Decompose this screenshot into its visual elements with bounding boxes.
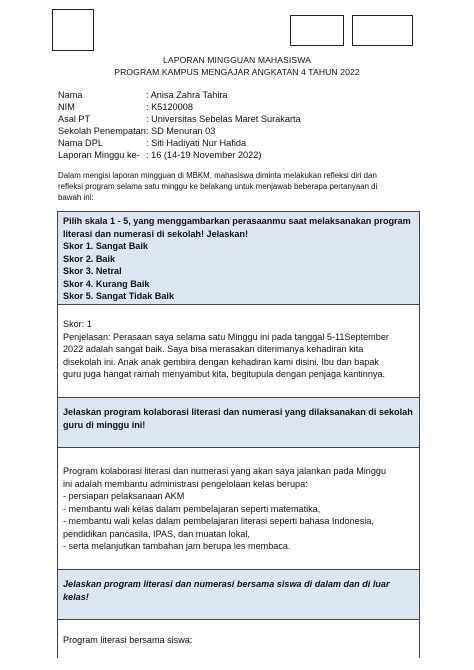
answer-text: - membantu wali kelas dalam pembelajaran seperti matematika, [63,503,321,514]
question-text: guru di minggu ini! [63,419,146,430]
scale-option: Skor 2. Baik [63,253,116,264]
intro-line: Dalam mengisi laporan mingguan di MBKM, mahasiswa diminta melakukan refleksi diri dan [58,171,377,180]
question-3-cell [58,570,420,620]
answer-text: - persiapan pelaksanaan AKM [63,491,185,501]
intro-line: bawah ini: [58,193,94,202]
identity-label: NIM [58,102,75,112]
answer-text: Program kolaborasi literasi dan numerasi yang akan saya jalankan pada Minggu [63,466,387,476]
identity-row-minggu [58,149,261,162]
report-title-line2: PROGRAM KAMPUS MENGAJAR ANGKATAN 4 TAHUN 2022 [114,67,360,77]
identity-value: : Universitas Sebelas Maret Surakarta [146,114,301,124]
intro-paragraph [58,170,420,203]
answer-text: ini adalah membantu administrasi pengelolaan kelas berupa: [63,478,308,489]
answer-text: disekolah ini. Anak anak gembira dengan kehadiran kami disini. Ibu dan bapak [63,356,379,367]
question-text: Jelaskan program literasi dan numerasi bersama siswa di dalam dan di luar [63,579,390,589]
answer-2-cell [58,448,420,570]
answer-3-cell [58,620,420,659]
identity-label: Sekolah Penempatan [58,126,146,136]
identity-label: Laporan Minggu ke- [58,150,140,160]
answer-text: 2022 adalah sangat baik. Saya bisa merasakan diterimanya kehadiran kita [63,344,364,354]
identity-value: : 16 (14-19 November 2022) [146,150,262,160]
logo-box-right-2 [352,15,413,46]
scale-option: Skor 4. Kurang Baik [63,278,150,289]
scale-option: Skor 3. Netral [63,266,122,276]
logo-box-right-1 [290,15,344,46]
question-2-cell [58,398,420,448]
identity-label: Asal PT [58,114,91,124]
report-title-line1: LAPORAN MINGGUAN MAHASISWA [163,55,311,65]
question-1-cell [58,212,420,305]
question-text: Pilih skala 1 - 5, yang menggambarkan perasaanmu saat melaksanakan program [63,216,411,226]
answer-text: Penjelasan: Perasaan saya selama satu Minggu ini pada tanggal 5-11September [63,331,389,342]
answer-text: pendidikan pancasila, IPAS, dan muatan lokal, [63,528,250,539]
intro-line: refleksi program selama satu minggu ke belakang untuk menjawab beberapa pertanyaan di [58,182,378,191]
identity-value: : SD Menuran 03 [145,126,216,136]
identity-label: Nama DPL [58,138,103,148]
answer-text: Program literasi bersama siswa: [63,635,193,645]
answer-text: guru juga hangat ramah menyambut kita, begitupula dengan penjaga kantinnya. [63,369,386,379]
photo-box-left [52,9,94,51]
scale-option: Skor 1. Sangat Baik [63,241,148,251]
identity-value: : Siti Hadiyati Nur Hafida [146,138,247,148]
answer-text: - membantu wali kelas dalam pembelajaran literasi seperti bahasa Indonesia, [63,516,374,526]
answer-1-cell [58,305,420,398]
identity-label: Nama [58,90,83,100]
scale-option: Skor 5. Sangat Tidak Baik [63,291,175,301]
reflection-table [57,211,420,658]
identity-value: : K5120008 [146,102,194,112]
identity-value: : Anisa Zahra Tahira [146,90,228,100]
answer-text: Skor: 1 [63,319,92,329]
question-text: Jelaskan program kolaborasi literasi dan numerasi yang dilaksanakan di sekolah [63,407,413,417]
answer-text: - serta melanjutkan tambahan jam berupa les membaca. [63,541,291,551]
question-text: kelas! [63,591,89,602]
question-text: literasi dan numerasi di sekolah! Jelaskan! [63,228,248,239]
